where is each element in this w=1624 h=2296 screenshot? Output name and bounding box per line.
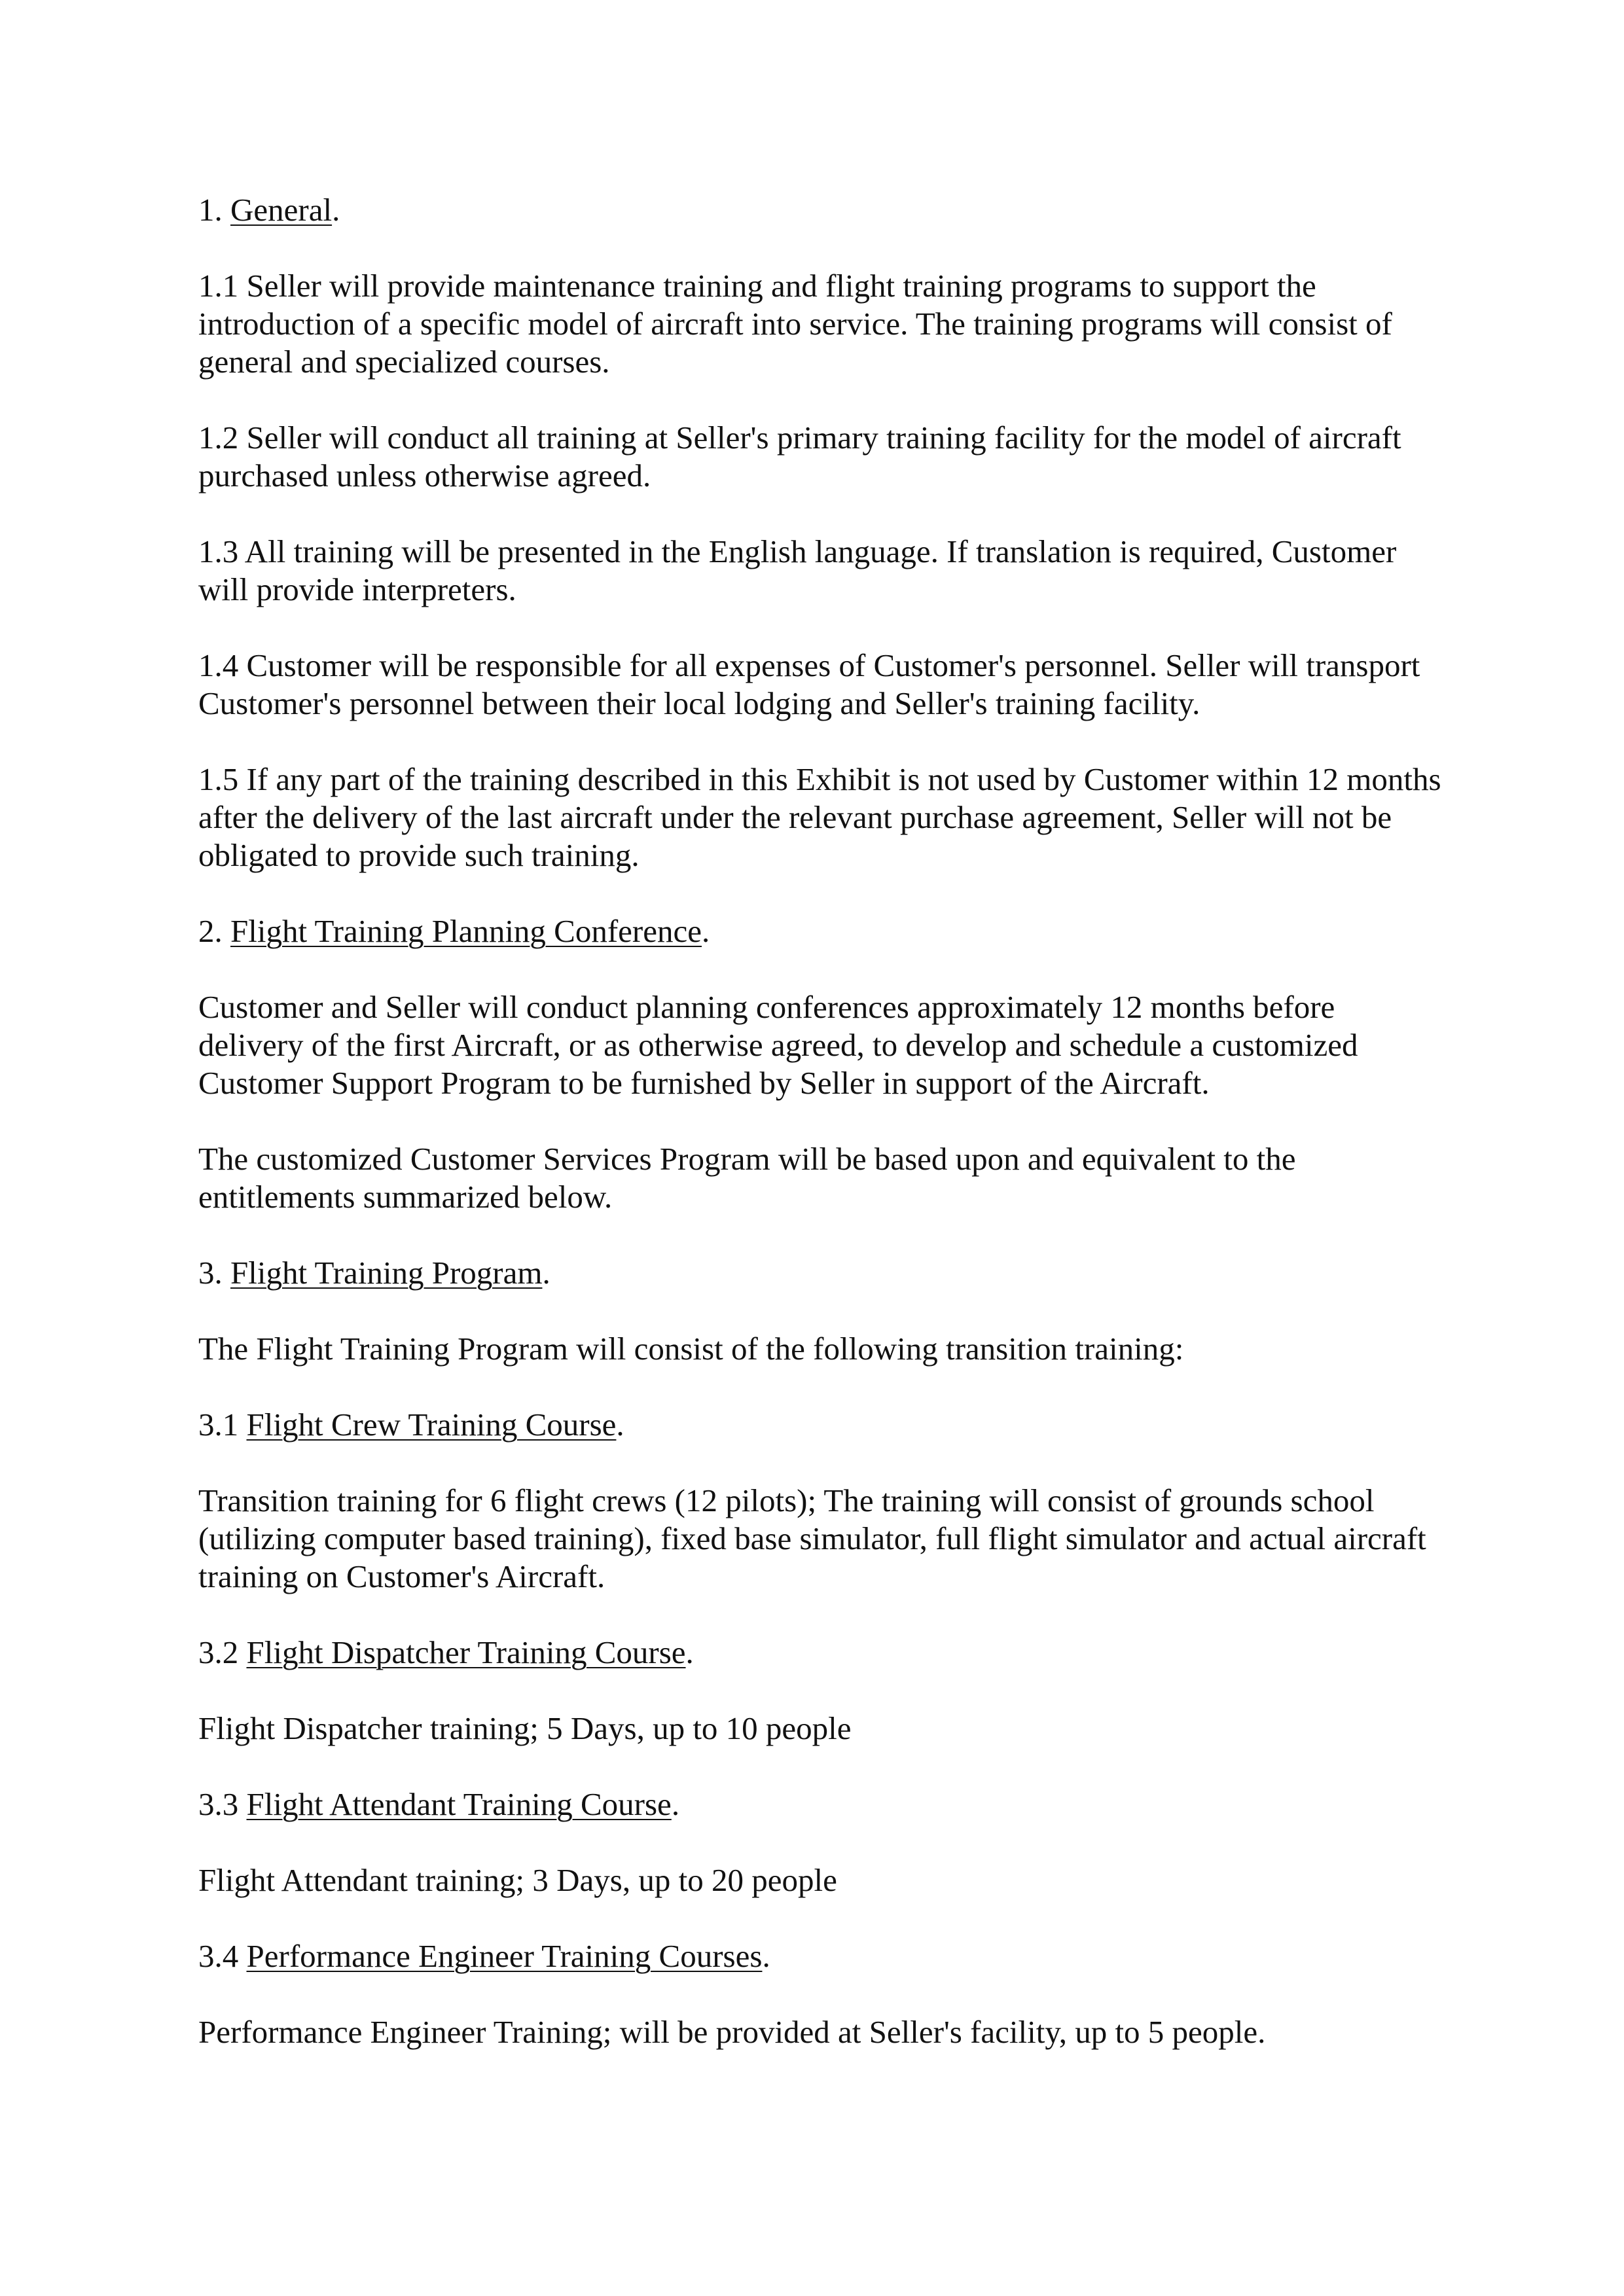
paragraph-1-2: 1.2 Seller will conduct all training at Seller's primary training facility for the model of aircraft purchased unless otherwise agreed. [198,420,1401,493]
section-3-heading [198,1254,1442,1292]
course-3-1-heading [198,1406,1442,1444]
course-number: 3.2 [198,1634,239,1670]
section-number: 3. [198,1255,223,1291]
heading-punct: . [762,1938,770,1974]
course-title: Flight Attendant Training Course [246,1786,672,1822]
course-3-4-heading [198,1937,1442,1975]
course-number: 3.1 [198,1407,239,1443]
heading-punct: . [685,1634,694,1670]
course-title: Performance Engineer Training Courses [246,1938,763,1974]
paragraph-3-intro: The Flight Training Program will consist of the following transition training: [198,1331,1184,1367]
section-1-heading [198,191,1442,229]
section-2-heading [198,912,1442,950]
heading-punct: . [332,192,340,228]
section-title: Flight Training Program [230,1255,543,1291]
document-page [198,191,1442,2089]
heading-punct: . [616,1407,624,1443]
course-3-3-heading [198,1785,1442,1823]
paragraph-1-3: 1.3 All training will be presented in the English language. If translation is required, Customer will provide interpreters. [198,533,1397,607]
heading-punct: . [542,1255,550,1291]
course-number: 3.4 [198,1938,239,1974]
course-title: Flight Crew Training Course [246,1407,617,1443]
course-3-3-text: Flight Attendant training; 3 Days, up to 20 people [198,1862,837,1898]
paragraph-1-4: 1.4 Customer will be responsible for all expenses of Customer's personnel. Seller will transport Customer's personnel between their local lodging and Seller's training facility. [198,647,1420,721]
paragraph-1-1: 1.1 Seller will provide maintenance training and flight training programs to support the introduction of a specific model of aircraft into service. The training programs will consist of general and specialized courses. [198,268,1392,380]
section-number: 2. [198,913,223,949]
course-3-2-heading [198,1634,1442,1672]
section-title: General [230,192,333,228]
section-title: Flight Training Planning Conference [230,913,702,949]
paragraph-1-5: 1.5 If any part of the training described in this Exhibit is not used by Customer within 12 months after the delivery of the last aircraft under the relevant purchase agreement, Seller will not be obligated to provide such training. [198,761,1441,873]
paragraph-2-b: The customized Customer Services Program will be based upon and equivalent to the entitlements summarized below. [198,1141,1296,1215]
course-title: Flight Dispatcher Training Course [246,1634,686,1670]
section-number: 1. [198,192,223,228]
heading-punct: . [702,913,710,949]
course-3-4-text: Performance Engineer Training; will be provided at Seller's facility, up to 5 people. [198,2014,1266,2050]
course-3-2-text: Flight Dispatcher training; 5 Days, up to 10 people [198,1710,852,1746]
paragraph-2-a: Customer and Seller will conduct planning conferences approximately 12 months before delivery of the first Aircraft, or as otherwise agreed, to develop and schedule a customized Customer Support Program to be furnished by Seller in support of the Aircraft. [198,989,1358,1101]
course-number: 3.3 [198,1786,239,1822]
heading-punct: . [671,1786,680,1822]
course-3-1-text: Transition training for 6 flight crews (12 pilots); The training will consist of grounds school (utilizing computer based training), fixed base simulator, full flight simulator and actual aircraft training on Customer's Aircraft. [198,1482,1426,1594]
